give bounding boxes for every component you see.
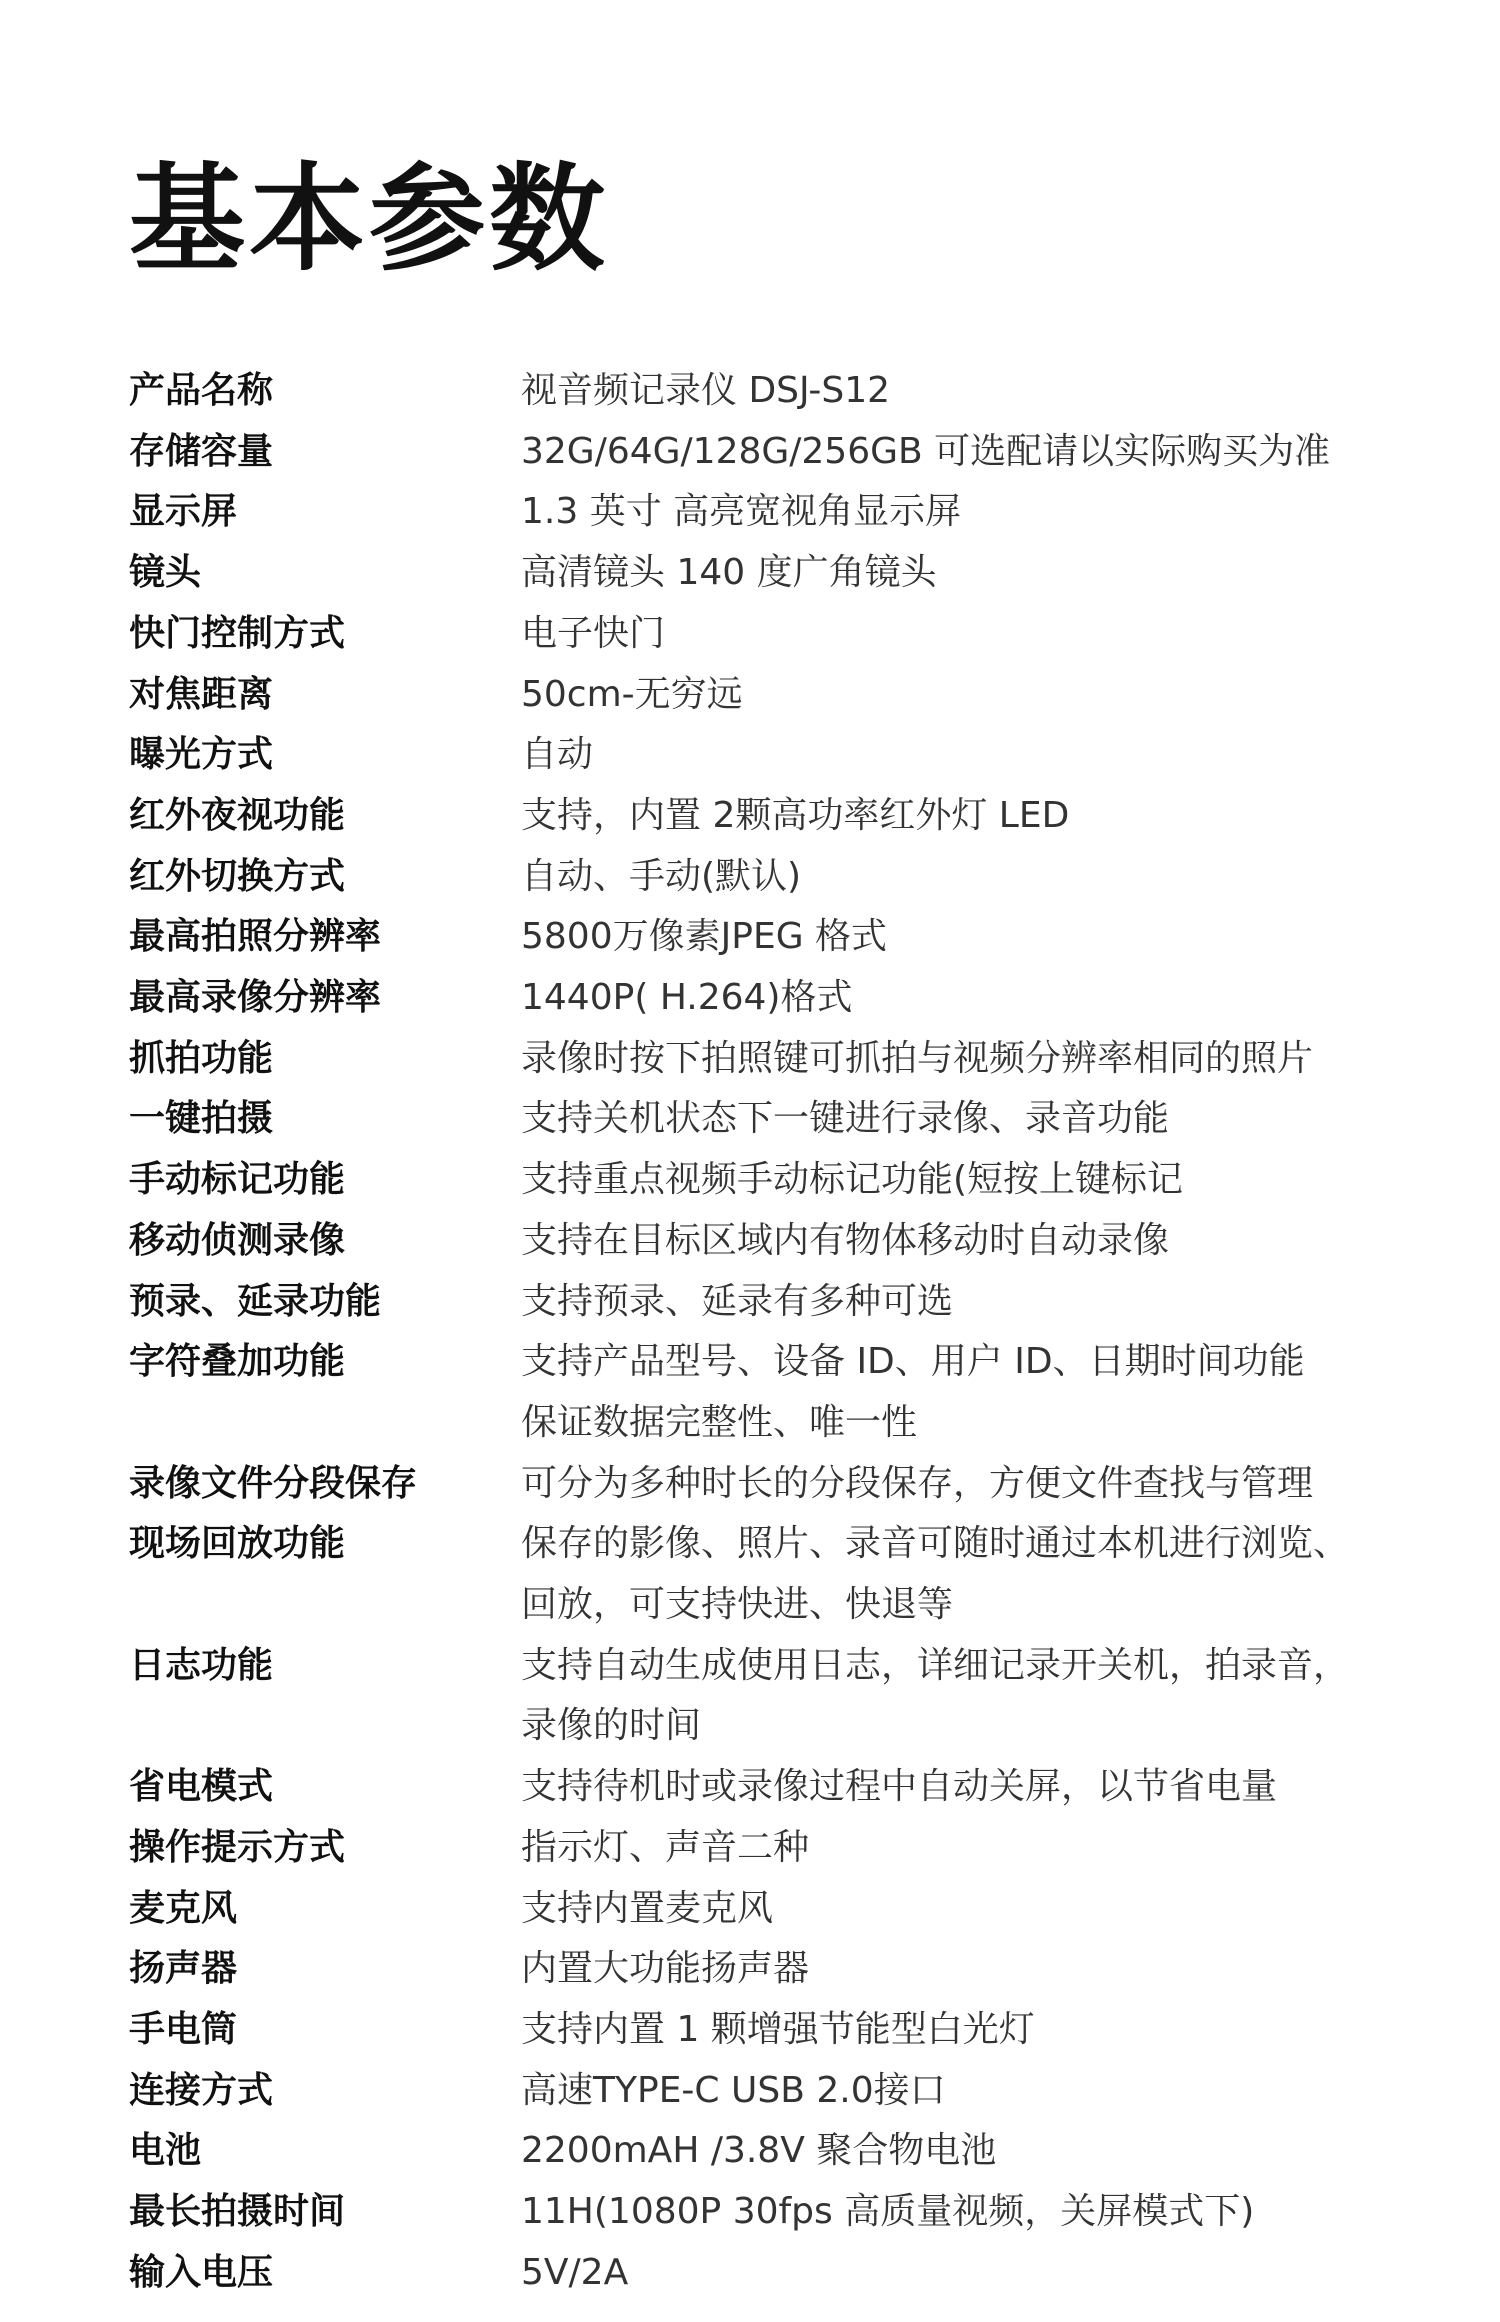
spec-value-line: 视音频记录仪 DSJ-S12 [521,370,891,411]
spec-row [129,665,1429,726]
spec-row [129,1089,1429,1150]
spec-row [129,422,1429,483]
spec-label: 对焦距离 [129,673,274,715]
spec-value [521,2121,1429,2182]
spec-row [129,2000,1429,2061]
spec-value [521,1029,1429,1090]
spec-value-line: 32G/64G/128G/256GB 可选配请以实际购买为准 [521,430,1331,472]
spec-value-line: 11H(1080P 30fps 高质量视频，关屏模式下) [521,2191,1255,2233]
spec-label: 现场回放功能 [129,1523,346,1565]
spec-value [521,2243,1429,2304]
spec-label: 产品名称 [129,370,274,411]
spec-row [129,786,1429,847]
spec-label: 镜头 [129,552,202,594]
spec-label: 抓拍功能 [129,1037,274,1079]
spec-value-line: 自动、手动(默认) [521,855,802,897]
spec-value-line: 电子快门 [521,612,666,654]
spec-value [521,2182,1429,2243]
spec-label: 扬声器 [129,1948,238,1990]
spec-row [129,1029,1429,1090]
spec-value [521,1636,1429,1757]
spec-row [129,361,1429,422]
spec-value [521,1514,1429,1635]
spec-label: 电池 [129,2130,202,2172]
spec-value-line: 录像的时间 [521,1705,702,1747]
spec-value-line: 50cm-无穷远 [521,673,743,715]
spec-value [521,1089,1429,1150]
page-title: 基本参数 [129,152,609,287]
spec-value [521,1939,1429,2000]
spec-label: 存储容量 [129,430,274,472]
spec-value-line: 2200mAH /3.8V 聚合物电池 [521,2130,997,2172]
spec-row [129,1939,1429,2000]
spec-value [521,1332,1429,1453]
spec-value-line: 5800万像素JPEG 格式 [521,916,888,958]
spec-label: 最长拍摄时间 [129,2191,346,2233]
spec-value-line: 保证数据完整性、唯一性 [521,1401,918,1443]
spec-label: 连接方式 [129,2069,274,2111]
spec-value-line: 支持关机状态下一键进行录像、录音功能 [521,1098,1170,1140]
spec-value-line: 保存的影像、照片、录音可随时通过本机进行浏览、 [521,1523,1350,1565]
spec-value [521,1818,1429,1879]
spec-value [521,422,1429,483]
spec-value-line: 支持重点视频手动标记功能(短按上键标记 [521,1159,1184,1201]
spec-label: 最高录像分辨率 [129,977,382,1019]
spec-value [521,1879,1429,1940]
spec-label: 录像文件分段保存 [129,1462,418,1504]
spec-label: 省电模式 [129,1766,274,1808]
spec-value-line: 支持内置麦克风 [521,1887,774,1929]
spec-value [521,1272,1429,1333]
spec-value [521,2000,1429,2061]
spec-value [521,665,1429,726]
spec-row [129,1514,1429,1635]
spec-value-line: 支持待机时或录像过程中自动关屏，以节省电量 [521,1766,1278,1808]
spec-value [521,1454,1429,1515]
spec-value-line: 支持内置 1 颗增强节能型白光灯 [521,2008,1035,2050]
spec-row [129,1636,1429,1757]
spec-label: 快门控制方式 [129,612,346,654]
spec-value-line: 支持自动生成使用日志，详细记录开关机，拍录音， [521,1644,1350,1686]
spec-value-line: 高清镜头 140 度广角镜头 [521,552,937,594]
spec-label: 一键拍摄 [129,1098,274,1140]
spec-value [521,847,1429,908]
spec-row [129,1211,1429,1272]
spec-label: 红外夜视功能 [129,794,346,836]
spec-label: 显示屏 [129,491,238,533]
spec-value [521,1211,1429,1272]
spec-value [521,1150,1429,1211]
spec-label: 日志功能 [129,1644,274,1686]
spec-value [521,968,1429,1029]
spec-value [521,725,1429,786]
spec-value-line: 1440P( H.264)格式 [521,977,853,1019]
spec-label: 手电筒 [129,2008,238,2050]
spec-value [521,907,1429,968]
spec-row [129,968,1429,1029]
spec-label: 操作提示方式 [129,1826,346,1868]
spec-value [521,543,1429,604]
spec-row [129,1818,1429,1879]
spec-row [129,1879,1429,1940]
spec-label: 移动侦测录像 [129,1219,346,1261]
spec-value-line: 支持预录、延录有多种可选 [521,1280,954,1322]
spec-value-line: 可分为多种时长的分段保存，方便文件查找与管理 [521,1462,1314,1504]
spec-value-line: 支持，内置 2颗高功率红外灯 LED [521,794,1070,836]
spec-value-line: 录像时按下拍照键可抓拍与视频分辨率相同的照片 [521,1037,1314,1079]
spec-row [129,725,1429,786]
spec-value-line: 支持产品型号、设备 ID、用户 ID、日期时间功能 [521,1341,1305,1383]
spec-value-line: 高速TYPE-C USB 2.0接口 [521,2069,946,2111]
spec-row [129,847,1429,908]
spec-row [129,2061,1429,2122]
spec-value [521,604,1429,665]
spec-value-line: 内置大功能扬声器 [521,1948,810,1990]
spec-value-line: 支持在目标区域内有物体移动时自动录像 [521,1219,1170,1261]
spec-row [129,1272,1429,1333]
spec-label: 最高拍照分辨率 [129,916,382,958]
spec-row [129,2243,1429,2304]
spec-value-line: 指示灯、声音二种 [521,1826,810,1868]
spec-row [129,604,1429,665]
spec-value [521,786,1429,847]
spec-label: 输入电压 [129,2251,274,2293]
spec-value-line: 1.3 英寸 高亮宽视角显示屏 [521,491,962,533]
spec-row [129,1150,1429,1211]
spec-label: 曝光方式 [129,734,274,776]
spec-value-line: 5V/2A [521,2251,629,2293]
spec-value-line: 自动 [521,734,594,776]
spec-row [129,1454,1429,1515]
spec-label: 麦克风 [129,1887,238,1929]
spec-label: 手动标记功能 [129,1159,346,1201]
spec-row [129,2121,1429,2182]
spec-label: 红外切换方式 [129,855,346,897]
spec-table [129,361,1429,2304]
spec-label: 预录、延录功能 [129,1280,382,1322]
spec-value [521,1757,1429,1818]
spec-row [129,1757,1429,1818]
spec-row [129,907,1429,968]
spec-value-line: 回放，可支持快进、快退等 [521,1584,954,1626]
spec-label: 字符叠加功能 [129,1341,346,1383]
spec-row [129,543,1429,604]
spec-value [521,361,1429,422]
spec-value [521,2061,1429,2122]
spec-row [129,1332,1429,1453]
spec-row [129,482,1429,543]
spec-row [129,2182,1429,2243]
spec-value [521,482,1429,543]
